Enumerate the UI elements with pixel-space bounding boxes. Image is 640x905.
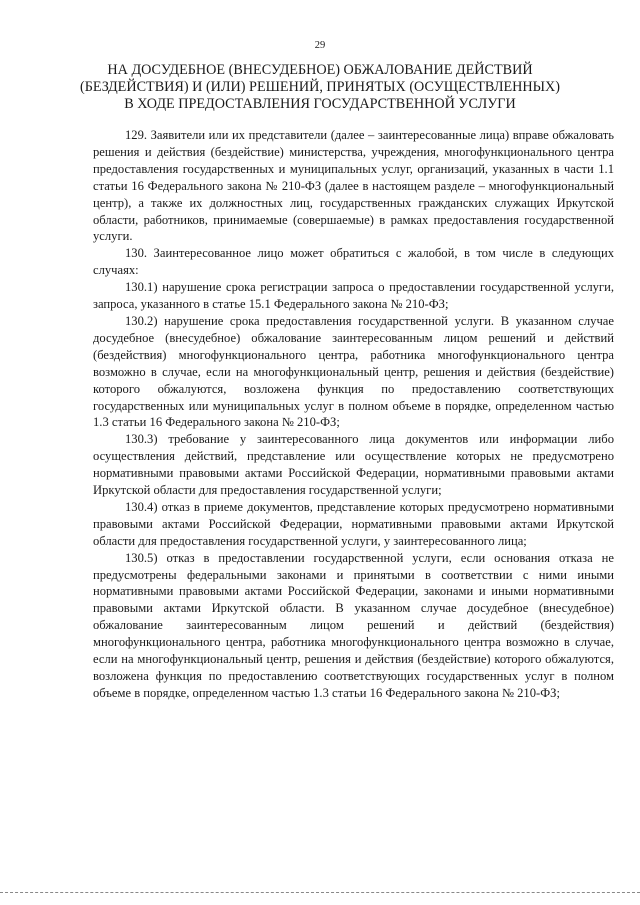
paragraph-130-2: 130.2) нарушение срока предоставления государственной услуги. В указанном случае досудебное (внесудебное) обжалование заинтересованным лицом решений и действий (бездействия) многофункционального центра, работника многофункционального центра возможно в случае, если на многофункциональный центр, решения и действия (бездействие) которого обжалуются, возложена функция по предоставлению соответствующих государственных или муниципальных услуг в полном объеме в порядке, определенном частью 1.3 статьи 16 Федерального закона № 210-ФЗ; (93, 313, 614, 430)
paragraph-130-4: 130.4) отказ в приеме документов, представление которых предусмотрено нормативными правовыми актами Российской Федерации, нормативными правовыми актами Иркутской области для предоставления государственной услуги, у заинтересованного лица; (93, 499, 614, 548)
section-heading (70, 62, 570, 113)
page-number: 29 (314, 40, 326, 51)
paragraph-130: 130. Заинтересованное лицо может обратиться с жалобой, в том числе в следующих случаях: (93, 246, 614, 278)
page-bottom-rule (0, 892, 640, 893)
paragraph-129: 129. Заявители или их представители (далее – заинтересованные лица) вправе обжаловать решения и действия (бездействие) министерства, учреждения, многофункционального центра предоставления государственных и муниципальных услуг, организаций, указанных в части 1.1 статьи 16 Федерального закона № 210-ФЗ (далее в настоящем разделе – многофункциональный центр), а также их должностных лиц, государственных гражданских служащих Иркутской области, работников, принимаемые (совершаемые) в рамках предоставления государственной услуги. (93, 128, 614, 244)
paragraph-130-3: 130.3) требование у заинтересованного лица документов или информации либо осуществления действий, представление или осуществление которых не предусмотрено нормативными правовыми актами Российской Федерации, нормативными правовыми актами Иркутской области для предоставления государственной услуги; (93, 432, 614, 498)
heading-line: НА ДОСУДЕБНОЕ (ВНЕСУДЕБНОЕ) ОБЖАЛОВАНИЕ ДЕЙСТВИЙ (107, 62, 533, 78)
heading-line: (БЕЗДЕЙСТВИЯ) И (ИЛИ) РЕШЕНИЙ, ПРИНЯТЫХ (ОСУЩЕСТВЛЕННЫХ) (80, 79, 560, 95)
paragraph-130-5: 130.5) отказ в предоставлении государственной услуги, если основания отказа не предусмотрены федеральными законами и принятыми в соответствии с ними иными нормативными правовыми актами Российской Федерации, законами и иными нормативными правовыми актами Иркутской области. В указанном случае досудебное (внесудебное) обжалование заинтересованным лицом решений и действий (бездействия) многофункционального центра, работника многофункционального центра возможно в случае, если на многофункциональный центр, решения и действия (бездействие) которого обжалуются, возложена функция по предоставлению соответствующих государственных услуг в полном объеме в порядке, определенном частью 1.3 статьи 16 Федерального закона № 210-ФЗ; (93, 550, 614, 700)
document-body (93, 127, 614, 702)
heading-line: В ХОДЕ ПРЕДОСТАВЛЕНИЯ ГОСУДАРСТВЕННОЙ УСЛУГИ (124, 96, 516, 112)
paragraph-130-1: 130.1) нарушение срока регистрации запроса о предоставлении государственной услуги, запроса, указанного в статье 15.1 Федерального закона № 210-ФЗ; (93, 280, 614, 312)
